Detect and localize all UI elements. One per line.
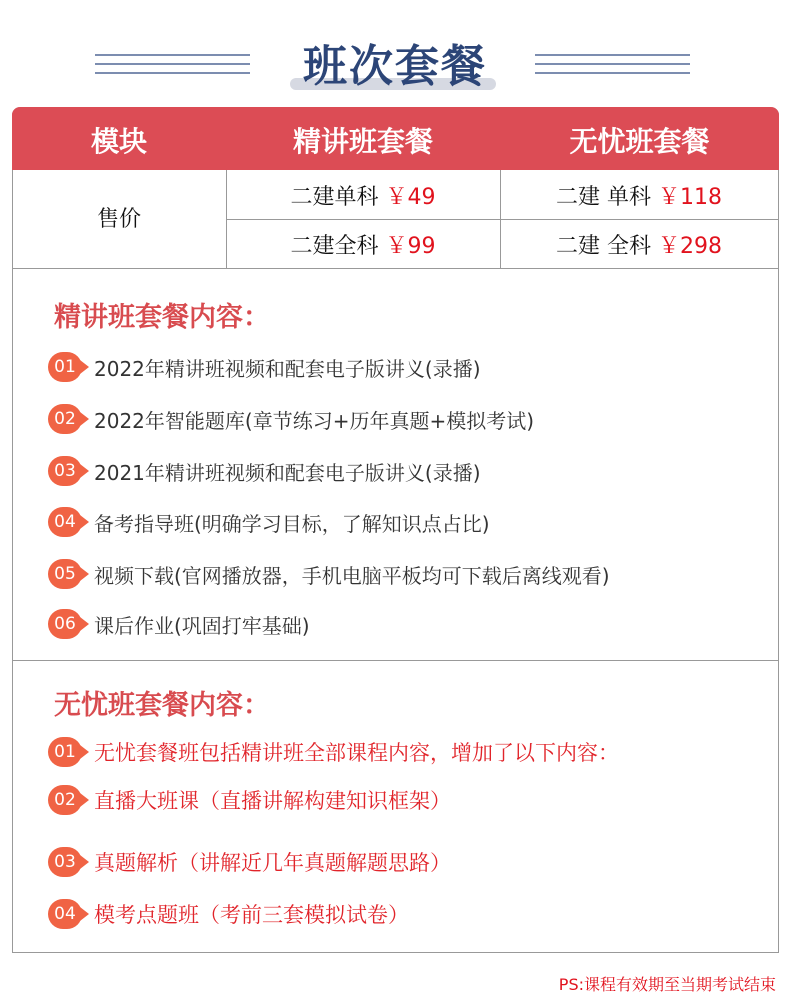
page-title: 班次套餐 xyxy=(303,41,487,92)
price-cell: 二建 全科 ￥298 xyxy=(556,234,722,259)
item-text: 备考指导班(明确学习目标，了解知识点占比) xyxy=(94,511,490,536)
list-item xyxy=(48,351,481,383)
item-text: 课后作业(巩固打牢基础) xyxy=(94,613,310,638)
divider xyxy=(12,660,778,661)
item-text: 2022年智能题库(章节练习+历年真题+模拟考试) xyxy=(94,408,535,433)
number-badge: 04 xyxy=(48,899,82,929)
list-item xyxy=(48,898,409,930)
price-cell: 二建全科 ￥99 xyxy=(290,234,436,259)
item-text: 视频下载(官网播放器，手机电脑平板均可下载后离线观看) xyxy=(94,563,610,588)
number-badge: 06 xyxy=(48,609,82,639)
divider xyxy=(226,219,778,220)
number-badge: 03 xyxy=(48,847,82,877)
list-item xyxy=(48,403,534,435)
number-badge: 02 xyxy=(48,404,82,434)
list-item xyxy=(48,784,451,816)
section-title-jingjiang: 精讲班套餐内容： xyxy=(54,302,270,333)
number-badge: 05 xyxy=(48,559,82,589)
item-text: 直播大班课（直播讲解构建知识框架） xyxy=(94,789,451,813)
number-badge: 02 xyxy=(48,785,82,815)
item-text: 无忧套餐班包括精讲班全部课程内容，增加了以下内容： xyxy=(94,741,619,765)
price-cell: 二建 单科 ￥118 xyxy=(556,185,722,210)
item-text: 真题解析（讲解近几年真题解题思路） xyxy=(94,851,451,875)
footnote: PS:课程有效期至当期考试结束 xyxy=(558,975,776,994)
list-item xyxy=(48,455,481,487)
header-module: 模块 xyxy=(90,125,147,158)
item-text: 2021年精讲班视频和配套电子版讲义(录播) xyxy=(94,460,481,485)
item-text: 模考点题班（考前三套模拟试卷） xyxy=(94,903,409,927)
list-item xyxy=(48,608,310,640)
divider xyxy=(12,268,778,269)
price-cell: 二建单科 ￥49 xyxy=(290,185,436,210)
section-title-wuyou: 无忧班套餐内容： xyxy=(54,690,270,721)
list-item xyxy=(48,506,490,538)
item-text: 2022年精讲班视频和配套电子版讲义(录播) xyxy=(94,356,481,381)
number-badge: 04 xyxy=(48,507,82,537)
list-item xyxy=(48,558,610,590)
list-item xyxy=(48,846,451,878)
header-wuyou: 无忧班套餐 xyxy=(569,125,710,158)
header-jingjiang: 精讲班套餐 xyxy=(292,125,433,158)
list-item xyxy=(48,736,619,768)
table-header xyxy=(12,107,779,170)
row-label-price: 售价 xyxy=(96,207,141,232)
number-badge: 01 xyxy=(48,352,82,382)
number-badge: 03 xyxy=(48,456,82,486)
number-badge: 01 xyxy=(48,737,82,767)
